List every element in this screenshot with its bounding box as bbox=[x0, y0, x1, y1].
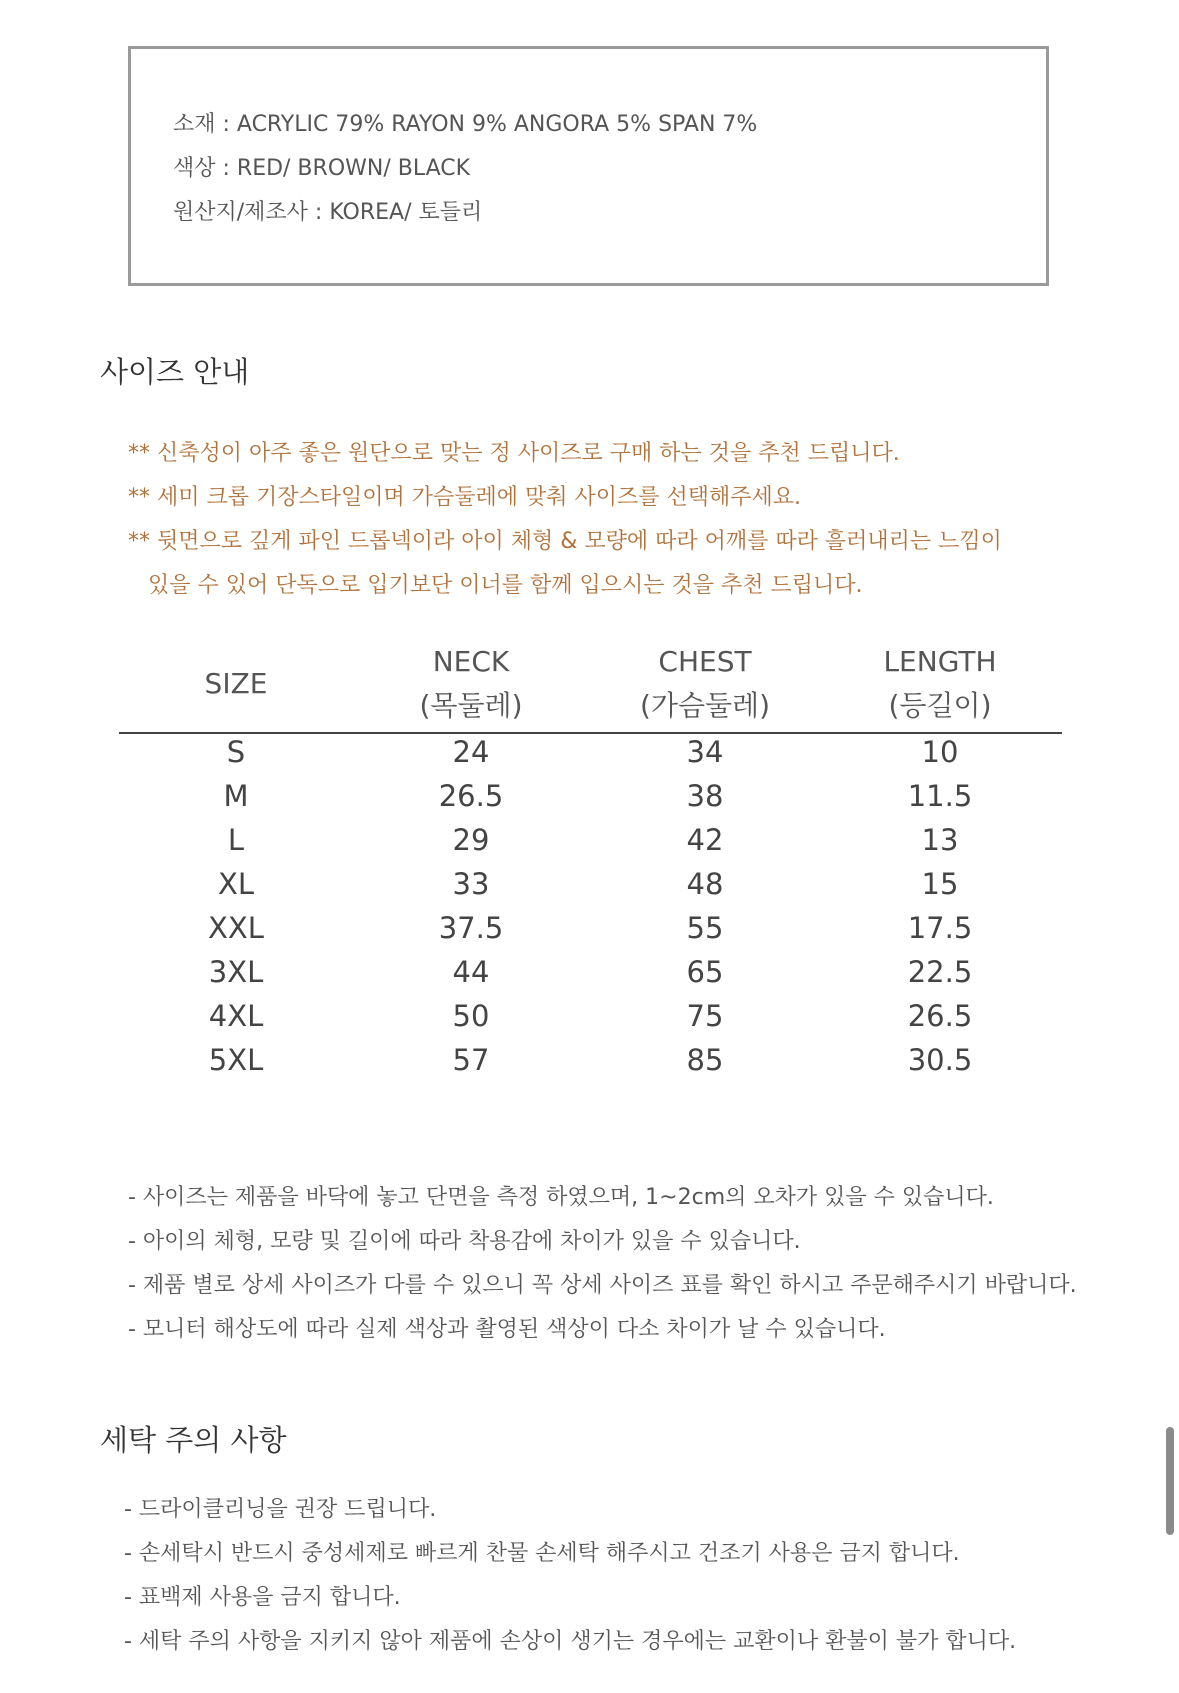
table-divider bbox=[119, 732, 1062, 734]
size-remark: - 제품 별로 상세 사이즈가 다를 수 있으니 꼭 상세 사이즈 표를 확인 하시고 주문해주시기 바랍니다. bbox=[128, 1273, 1077, 1298]
wash-care-title: 세탁 주의 사항 bbox=[100, 1423, 287, 1457]
wash-item: - 손세탁시 반드시 중성세제로 빠르게 찬물 손세탁 해주시고 건조기 사용은 금지 합니다. bbox=[124, 1541, 960, 1566]
cell-length: 22.5 bbox=[907, 955, 973, 989]
cell-chest: 42 bbox=[686, 823, 724, 857]
cell-neck: 29 bbox=[452, 823, 490, 857]
cell-neck: 37.5 bbox=[438, 911, 504, 945]
cell-neck: 44 bbox=[452, 955, 490, 989]
size-note: ** 뒷면으로 깊게 파인 드롭넥이라 아이 체형 & 모량에 따라 어깨를 따라 흘러내리는 느낌이 bbox=[128, 529, 1002, 554]
cell-size: S bbox=[226, 735, 246, 769]
cell-size: XL bbox=[217, 867, 255, 901]
cell-size: 4XL bbox=[208, 999, 264, 1033]
size-note: ** 세미 크롭 기장스타일이며 가슴둘레에 맞춰 사이즈를 선택해주세요. bbox=[128, 485, 802, 510]
cell-length: 11.5 bbox=[907, 779, 973, 813]
product-info-box bbox=[128, 46, 1049, 286]
header-length-sub: (등길이) bbox=[888, 689, 992, 722]
cell-neck: 24 bbox=[452, 735, 490, 769]
cell-length: 15 bbox=[921, 867, 959, 901]
header-length: LENGTH bbox=[883, 645, 997, 678]
header-neck: NECK bbox=[432, 645, 510, 678]
header-neck-sub: (목둘레) bbox=[419, 689, 523, 722]
cell-length: 26.5 bbox=[907, 999, 973, 1033]
cell-length: 30.5 bbox=[907, 1043, 973, 1077]
cell-neck: 26.5 bbox=[438, 779, 504, 813]
cell-length: 17.5 bbox=[907, 911, 973, 945]
size-guide-title: 사이즈 안내 bbox=[100, 355, 250, 389]
cell-size: 3XL bbox=[208, 955, 264, 989]
cell-chest: 55 bbox=[686, 911, 724, 945]
scrollbar-thumb[interactable] bbox=[1166, 1427, 1174, 1535]
wash-item: - 드라이클리닝을 권장 드립니다. bbox=[124, 1497, 437, 1522]
cell-size: L bbox=[227, 823, 245, 857]
cell-chest: 65 bbox=[686, 955, 724, 989]
origin-text: 원산지/제조사 : KOREA/ 토들리 bbox=[173, 200, 483, 225]
size-remark: - 모니터 해상도에 따라 실제 색상과 촬영된 색상이 다소 차이가 날 수 있습니다. bbox=[128, 1317, 886, 1342]
material-text: 소재 : ACRYLIC 79% RAYON 9% ANGORA 5% SPAN 7% bbox=[173, 112, 758, 137]
size-remark: - 아이의 체형, 모량 및 길이에 따라 착용감에 차이가 있을 수 있습니다. bbox=[128, 1229, 801, 1254]
cell-size: M bbox=[223, 779, 249, 813]
cell-chest: 75 bbox=[686, 999, 724, 1033]
wash-item: - 표백제 사용을 금지 합니다. bbox=[124, 1585, 401, 1610]
header-chest-sub: (가슴둘레) bbox=[639, 689, 771, 722]
color-text: 색상 : RED/ BROWN/ BLACK bbox=[173, 156, 471, 181]
header-chest: CHEST bbox=[658, 645, 752, 678]
cell-chest: 48 bbox=[686, 867, 724, 901]
cell-neck: 50 bbox=[452, 999, 490, 1033]
size-remark: - 사이즈는 제품을 바닥에 놓고 단면을 측정 하였으며, 1~2cm의 오차가 있을 수 있습니다. bbox=[128, 1185, 994, 1210]
cell-chest: 34 bbox=[686, 735, 724, 769]
cell-neck: 33 bbox=[452, 867, 490, 901]
cell-neck: 57 bbox=[452, 1043, 490, 1077]
cell-length: 10 bbox=[921, 735, 959, 769]
cell-length: 13 bbox=[921, 823, 959, 857]
cell-size: 5XL bbox=[208, 1043, 264, 1077]
size-note: 있을 수 있어 단독으로 입기보단 이너를 함께 입으시는 것을 추천 드립니다. bbox=[148, 573, 863, 598]
cell-chest: 85 bbox=[686, 1043, 724, 1077]
size-note: ** 신축성이 아주 좋은 원단으로 맞는 정 사이즈로 구매 하는 것을 추천 드립니다. bbox=[128, 441, 900, 466]
cell-chest: 38 bbox=[686, 779, 724, 813]
header-size: SIZE bbox=[204, 667, 268, 700]
cell-size: XXL bbox=[208, 911, 264, 945]
wash-item: - 세탁 주의 사항을 지키지 않아 제품에 손상이 생기는 경우에는 교환이나 환불이 불가 합니다. bbox=[124, 1629, 1017, 1654]
